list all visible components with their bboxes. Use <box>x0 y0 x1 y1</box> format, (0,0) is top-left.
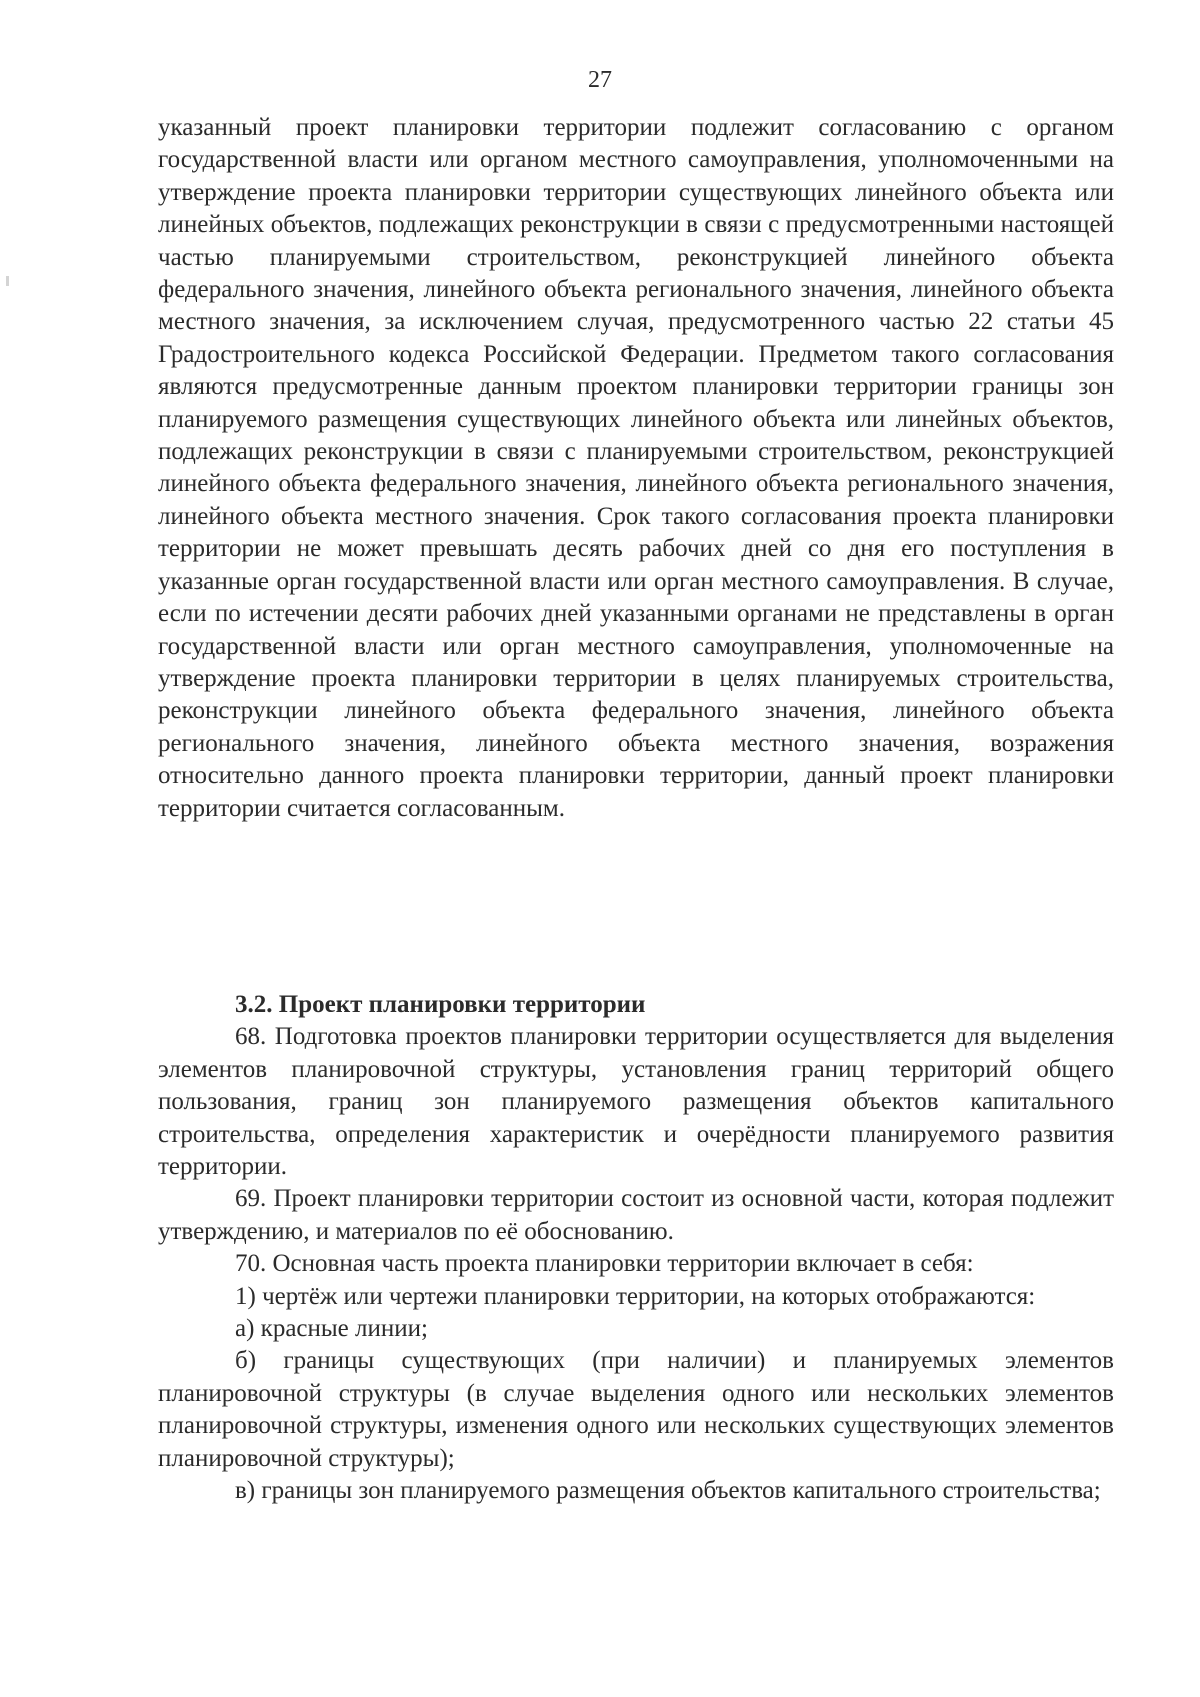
section-heading: 3.2. Проект планировки территории <box>235 991 646 1018</box>
paragraph-69: 69. Проект планировки территории состоит из основной части, которая подлежит утверждению, и материалов по её обоснованию. <box>158 1185 1114 1245</box>
list-item-v: в) границы зон планируемого размещения объектов капитального строительства; <box>235 1477 1101 1505</box>
continuation-block <box>158 112 1114 825</box>
scan-artifact-mark <box>6 276 9 286</box>
paragraph-68: 68. Подготовка проектов планировки территории осуществляется для выделения элементов планировочной структуры, установления границ территорий общего пользования, границ зон планируемого размещения объектов капитального строительства, определения характеристик и очерёдности планируемого развития территории. <box>158 1023 1114 1181</box>
page-number: 27 <box>588 67 612 93</box>
continuation-paragraph: указанный проект планировки территории подлежит согласованию с органом государственной власти или органом местного самоуправления, уполномоченными на утверждение проекта планировки территории существующих линейного объекта или линейных объектов, подлежащих реконструкции в связи с предусмотренными настоящей частью планируемыми строительством, реконструкцией линейного объекта федерального значения, линейного объекта регионального значения, линейного объекта местного значения, за исключением случая, предусмотренного частью 22 статьи 45 Градостроительного кодекса Российской Федерации. Предметом такого согласования являются предусмотренные данным проектом планировки территории границы зон планируемого размещения существующих линейного объекта или линейных объектов, подлежащих реконструкции в связи с планируемыми строительством, реконструкцией линейного объекта федерального значения, линейного объекта регионального значения, линейного объекта местного значения. Срок такого согласования проекта планировки территории не может превышать десять рабочих дней со дня его поступления в указанные орган государственной власти или орган местного самоуправления. В случае, если по истечении десяти рабочих дней указанными органами не представлены в орган государственной власти или орган местного самоуправления, уполномоченные на утверждение проекта планировки территории в целях планируемых строительства, реконструкции линейного объекта федерального значения, линейного объекта регионального значения, линейного объекта местного значения, возражения относительно данного проекта планировки территории, данный проект планировки территории считается согласованным. <box>158 114 1114 822</box>
section-3-2 <box>158 989 1114 1508</box>
list-item-b: б) границы существующих (при наличии) и планируемых элементов планировочной структуры (в случае выделения одного или нескольких элементов планировочной структуры, изменения одного или нескольких существующих элементов планировочной структуры); <box>158 1347 1114 1472</box>
list-item-1: 1) чертёж или чертежи планировки территории, на которых отображаются: <box>235 1282 1036 1310</box>
list-item-a: а) красные линии; <box>235 1315 428 1343</box>
paragraph-70: 70. Основная часть проекта планировки территории включает в себя: <box>235 1250 974 1278</box>
